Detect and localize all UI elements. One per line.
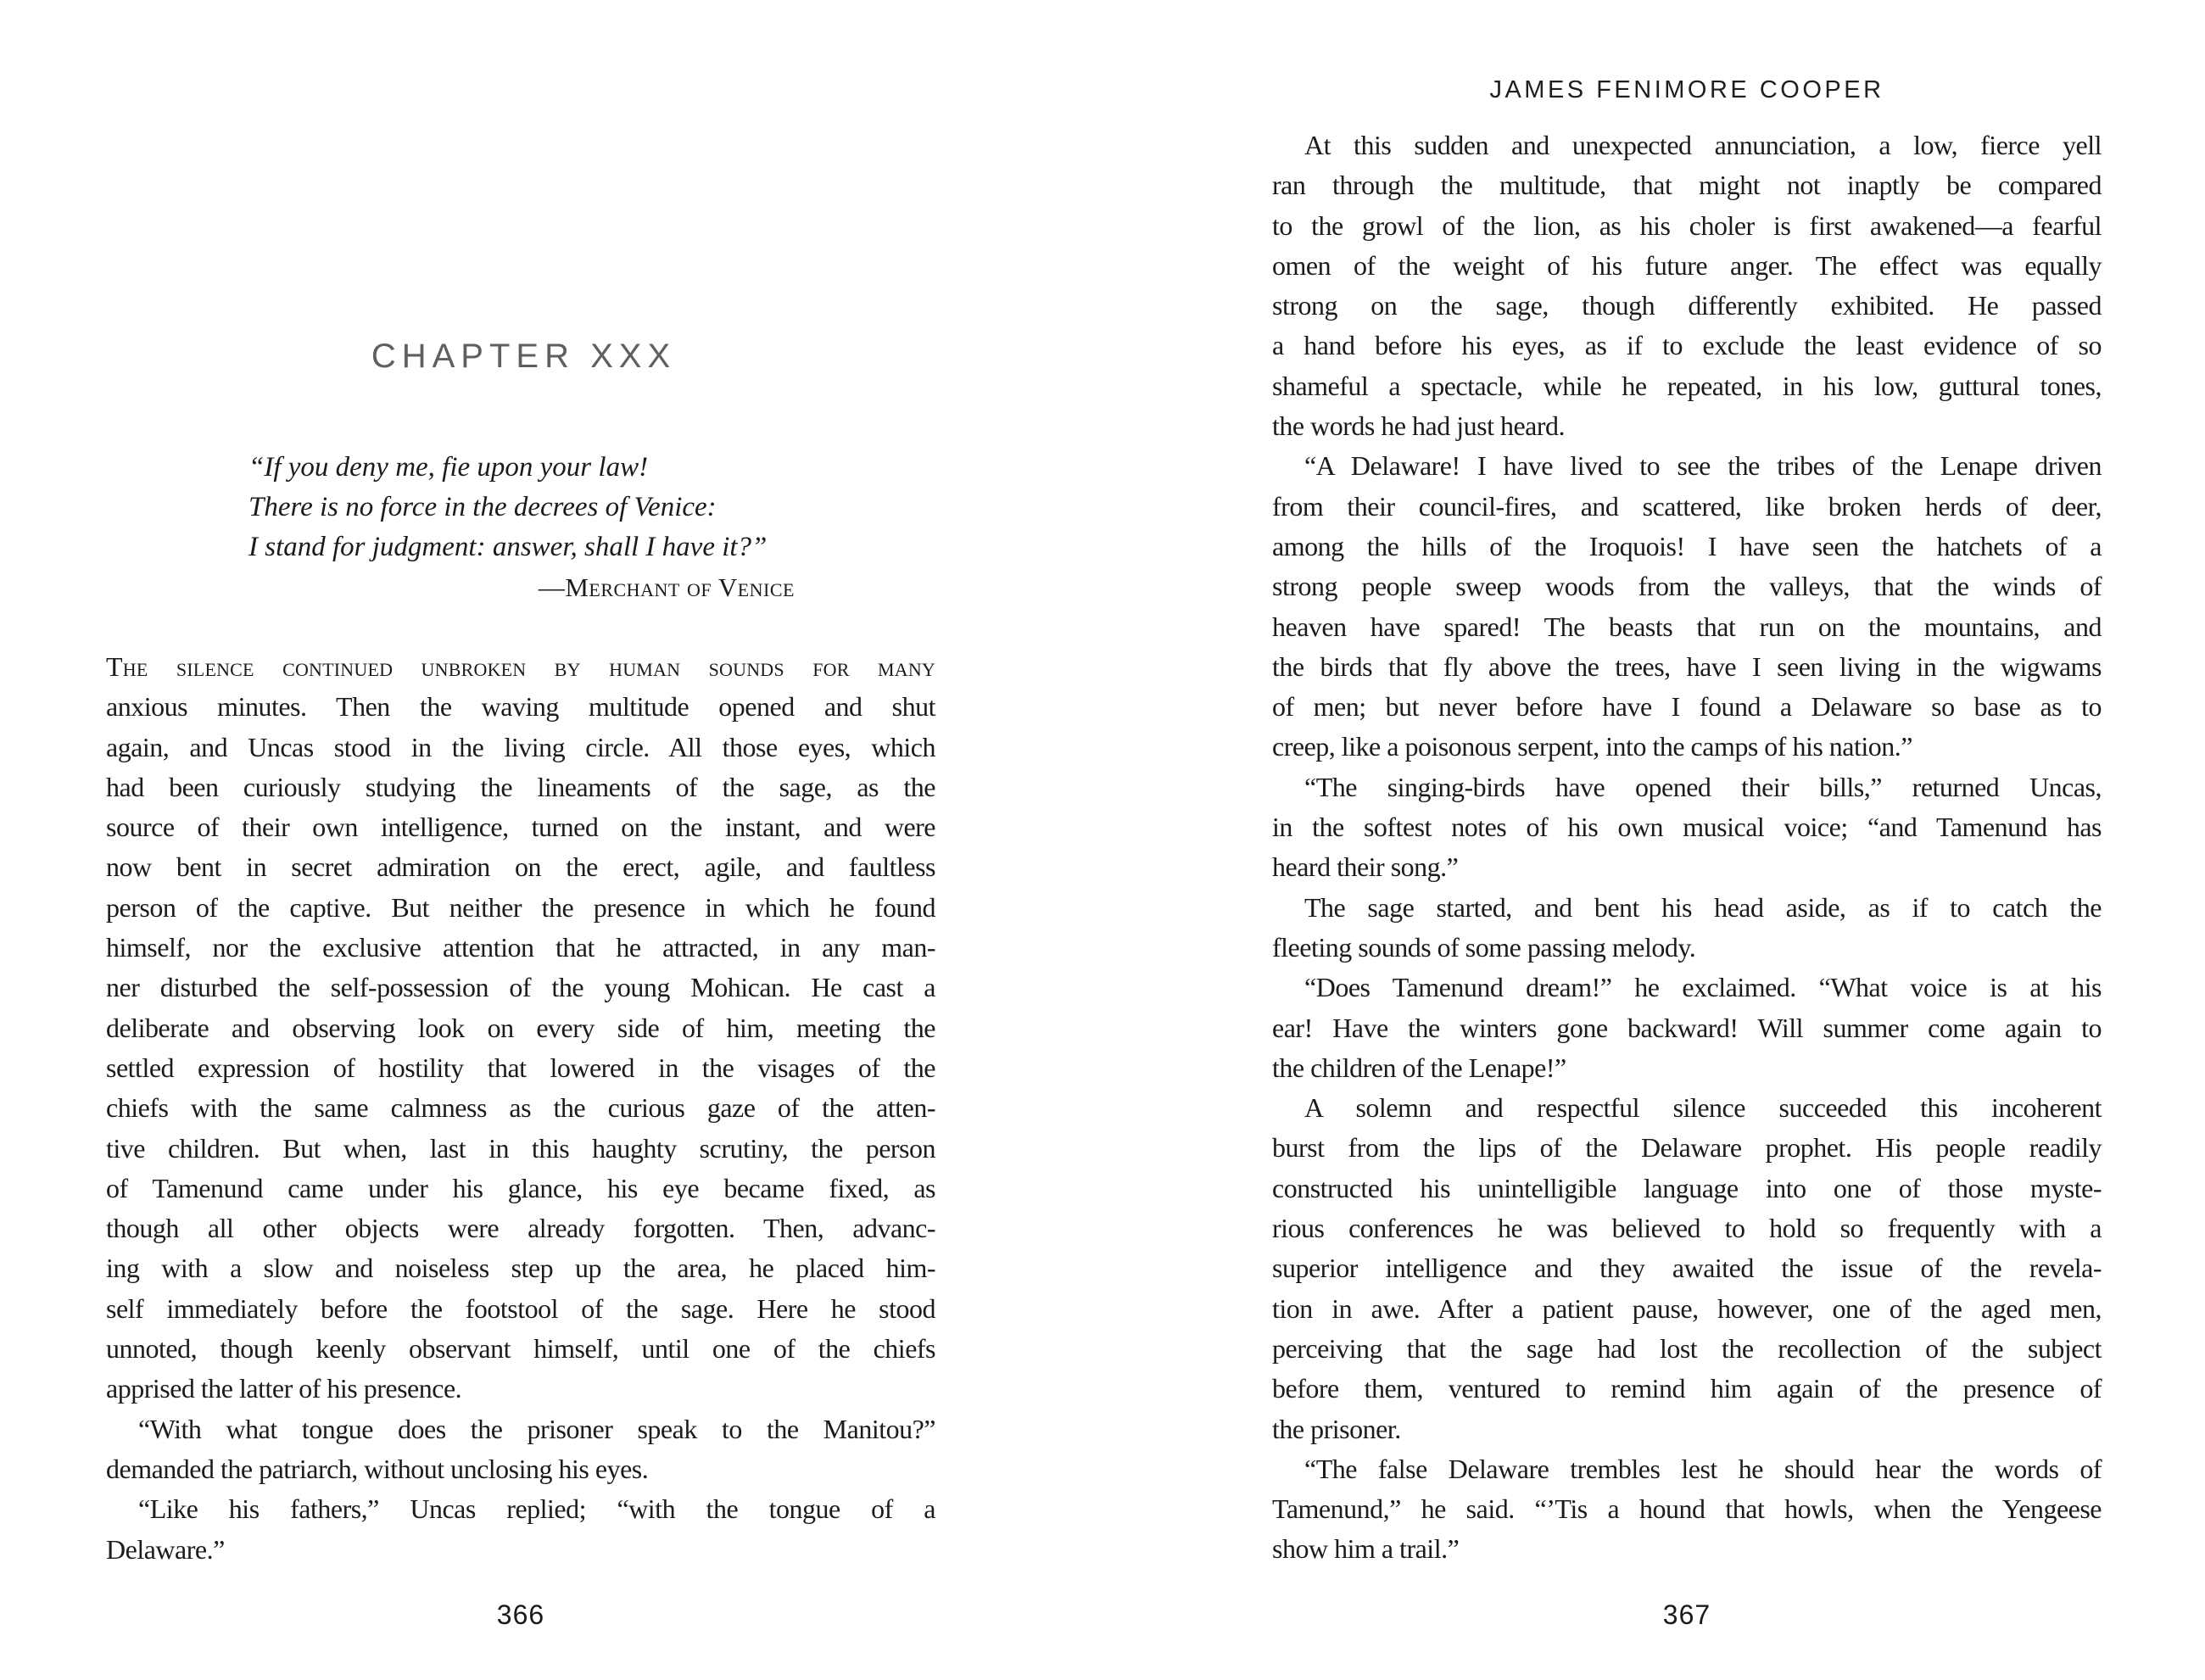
text-line: anxious minutes. Then the waving multitude opened and shut [106,691,935,723]
page-body-right [1272,126,2102,1570]
text-line: had been curiously studying the lineaments of the sage, as the [106,771,935,802]
page-number-right: 367 [1662,1599,1711,1630]
text-line: source of their own intelligence, turned on the instant, and were [106,812,935,843]
text-line: the birds that fly above the trees, have I seen living in the wigwams [1272,650,2102,682]
text-line: omen of the weight of his future anger. The effect was equally [1272,249,2102,281]
text-line: At this sudden and unexpected annunciation, a low, fierce yell [1304,130,2102,160]
text-line: “The false Delaware trembles lest he should hear the words of [1304,1453,2102,1484]
epigraph [248,448,808,607]
text-line: the children of the Lenape!” [1272,1052,1566,1083]
text-line: though all other objects were already forgotten. Then, advanc- [106,1213,935,1244]
text-line: fleeting sounds of some passing melody. [1272,931,1696,963]
text-line: There is no force in the decrees of Venice: [248,492,717,522]
text-line: creep, like a poisonous serpent, into the camps of his nation.” [1272,731,1912,762]
text-line: from their council-fires, and scattered, like broken herds of deer, [1272,490,2102,522]
text-line: in the softest notes of his own musical voice; “and Tamenund has [1272,812,2102,843]
page-body-left [106,647,935,1570]
text-line: now bent in secret admiration on the erect, agile, and faultless [106,851,935,883]
text-line: The sage started, and bent his head aside, as if to catch the [1304,891,2102,923]
text-line: tive children. But when, last in this haughty scrutiny, the person [106,1132,935,1164]
text-line: A solemn and respectful silence succeeded this incoherent [1304,1092,2102,1124]
text-line: a hand before his eyes, as if to exclude the least evidence of so [1272,330,2102,361]
text-line: self immediately before the footstool of the sage. Here he stood [106,1292,935,1324]
text-line: Delaware.” [106,1533,225,1565]
text-line: the words he had just heard. [1272,410,1566,442]
text-line: “A Delaware! I have lived to see the tribes of the Lenape driven [1304,450,2102,482]
text-line: The silence continued unbroken by human sounds for many [106,651,935,682]
text-line: chiefs with the same calmness as the curious gaze of the atten- [106,1092,935,1124]
text-line: the prisoner. [1272,1413,1401,1444]
text-line: ran through the multitude, that might not inaptly be compared [1272,170,2102,201]
text-line: superior intelligence and they awaited the issue of the revela- [1272,1253,2102,1284]
text-line: perceiving that the sage had lost the recollection of the subject [1272,1332,2102,1364]
text-line: burst from the lips of the Delaware prophet. His people readily [1272,1132,2102,1164]
text-line: constructed his unintelligible language into one of those myste- [1272,1172,2102,1203]
text-line: unnoted, though keenly observant himself, until one of the chiefs [106,1333,935,1365]
text-line: deliberate and observing look on every side of him, meeting the [106,1012,935,1043]
text-line: show him a trail.” [1272,1533,1460,1565]
text-line: strong on the sage, though differently exhibited. He passed [1272,290,2102,321]
text-line: heaven have spared! The beasts that run on the mountains, and [1272,611,2102,642]
text-line: ing with a slow and noiseless step up the area, he placed him- [106,1253,935,1284]
text-line: shameful a spectacle, while he repeated, in his low, guttural tones, [1272,370,2102,401]
text-line: settled expression of hostility that lowered in the visages of the [106,1052,935,1083]
text-line: of men; but never before have I found a Delaware so base as to [1272,691,2102,723]
epigraph-quote [248,448,808,567]
page-right [1272,0,2102,1680]
text-line: apprised the latter of his presence. [106,1373,462,1404]
text-line: demanded the patriarch, without unclosing his eyes. [106,1453,649,1484]
running-header: JAMES FENIMORE COOPER [1489,76,1884,103]
text-line: ear! Have the winters gone backward! Will summer come again to [1272,1012,2102,1043]
text-line: rious conferences he was believed to hold so frequently with a [1272,1213,2102,1244]
chapter-heading: CHAPTER XXX [371,338,677,375]
text-line: of Tamenund came under his glance, his eye became fixed, as [106,1172,935,1203]
page-left [106,0,935,1680]
page-number-left: 366 [496,1599,545,1630]
text-line: tion in awe. After a patient pause, however, one of the aged men, [1272,1292,2102,1324]
text-line: among the hills of the Iroquois! I have seen the hatchets of a [1272,530,2102,561]
text-line: “Like his fathers,” Uncas replied; “with the tongue of a [138,1493,935,1525]
text-line: heard their song.” [1272,851,1459,883]
text-line: “If you deny me, fie upon your law! [248,452,649,483]
text-line: before them, ventured to remind him again of the presence of [1272,1373,2102,1404]
text-line: “Does Tamenund dream!” he exclaimed. “What voice is at his [1304,972,2102,1003]
text-line: himself, nor the exclusive attention that he attracted, in any man- [106,932,935,963]
text-line: person of the captive. But neither the presence in which he found [106,891,935,923]
text-line: to the growl of the lion, as his choler is first awakened—a fearful [1272,209,2102,241]
text-line: again, and Uncas stood in the living circle. All those eyes, which [106,731,935,762]
text-line: strong people sweep woods from the valleys, that the winds of [1272,571,2102,602]
epigraph-attribution: —Merchant of Venice [538,572,795,602]
text-line: I stand for judgment: answer, shall I have it?” [248,532,768,562]
text-line: “The singing-birds have opened their bills,” returned Uncas, [1304,771,2102,802]
text-line: ner disturbed the self-possession of the young Mohican. He cast a [106,972,935,1003]
text-line: “With what tongue does the prisoner speak to the Manitou?” [138,1413,935,1444]
text-line: Tamenund,” he said. “’Tis a hound that howls, when the Yengeese [1272,1493,2102,1525]
